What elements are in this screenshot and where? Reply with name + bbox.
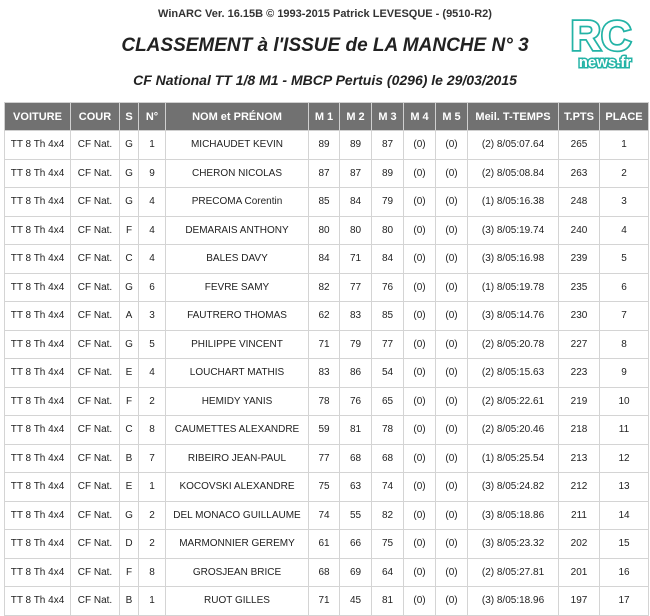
table-cell: 62	[309, 302, 340, 331]
table-cell: (0)	[436, 501, 468, 530]
table-cell: 80	[340, 216, 372, 245]
table-header-row	[5, 103, 649, 131]
table-cell: 65	[372, 387, 404, 416]
table-cell: 82	[309, 273, 340, 302]
table-cell: 77	[372, 330, 404, 359]
table-cell: (1) 8/05:16.38	[468, 188, 559, 217]
table-cell: CF Nat.	[71, 387, 120, 416]
table-cell: 239	[559, 245, 600, 274]
table-cell: (0)	[436, 245, 468, 274]
table-cell: 80	[309, 216, 340, 245]
table-cell: KOCOVSKI ALEXANDRE	[166, 473, 309, 502]
table-cell: 7	[600, 302, 649, 331]
table-cell: TT 8 Th 4x4	[5, 416, 71, 445]
table-cell: (0)	[436, 473, 468, 502]
table-cell: 81	[372, 587, 404, 616]
table-cell: (3) 8/05:19.74	[468, 216, 559, 245]
table-row	[5, 587, 649, 616]
column-header: S	[120, 103, 139, 131]
table-cell: 77	[309, 444, 340, 473]
table-cell: TT 8 Th 4x4	[5, 302, 71, 331]
table-cell: 75	[309, 473, 340, 502]
table-cell: TT 8 Th 4x4	[5, 387, 71, 416]
table-cell: (0)	[404, 387, 436, 416]
table-cell: MICHAUDET KEVIN	[166, 131, 309, 160]
table-cell: 211	[559, 501, 600, 530]
table-cell: (0)	[436, 530, 468, 559]
table-cell: TT 8 Th 4x4	[5, 188, 71, 217]
table-cell: TT 8 Th 4x4	[5, 530, 71, 559]
table-cell: CF Nat.	[71, 188, 120, 217]
table-cell: 223	[559, 359, 600, 388]
table-cell: 4	[600, 216, 649, 245]
table-row	[5, 501, 649, 530]
table-cell: RUOT GILLES	[166, 587, 309, 616]
table-cell: (0)	[404, 131, 436, 160]
table-cell: (0)	[436, 188, 468, 217]
table-cell: (0)	[404, 359, 436, 388]
table-cell: 45	[340, 587, 372, 616]
table-cell: (2) 8/05:08.84	[468, 159, 559, 188]
table-cell: (0)	[404, 188, 436, 217]
column-header: PLACE	[600, 103, 649, 131]
table-cell: B	[120, 444, 139, 473]
table-cell: G	[120, 159, 139, 188]
table-cell: 15	[600, 530, 649, 559]
table-cell: 2	[600, 159, 649, 188]
table-cell: DEL MONACO GUILLAUME	[166, 501, 309, 530]
table-cell: TT 8 Th 4x4	[5, 359, 71, 388]
table-cell: TT 8 Th 4x4	[5, 273, 71, 302]
table-cell: (0)	[436, 359, 468, 388]
table-cell: 89	[309, 131, 340, 160]
table-cell: 10	[600, 387, 649, 416]
table-cell: 4	[139, 216, 166, 245]
table-cell: 76	[372, 273, 404, 302]
table-cell: (0)	[404, 558, 436, 587]
table-cell: 63	[340, 473, 372, 502]
table-cell: G	[120, 273, 139, 302]
table-cell: CF Nat.	[71, 530, 120, 559]
table-cell: 85	[372, 302, 404, 331]
table-cell: 6	[139, 273, 166, 302]
table-cell: (3) 8/05:16.98	[468, 245, 559, 274]
table-cell: CF Nat.	[71, 558, 120, 587]
table-cell: CF Nat.	[71, 302, 120, 331]
logo-rc-text: RC	[570, 12, 632, 59]
table-row	[5, 273, 649, 302]
table-cell: CF Nat.	[71, 330, 120, 359]
table-cell: 202	[559, 530, 600, 559]
table-cell: 84	[340, 188, 372, 217]
table-cell: TT 8 Th 4x4	[5, 444, 71, 473]
table-cell: 78	[372, 416, 404, 445]
table-cell: 87	[340, 159, 372, 188]
table-cell: (1) 8/05:25.54	[468, 444, 559, 473]
table-cell: 9	[600, 359, 649, 388]
column-header: M 3	[372, 103, 404, 131]
table-cell: 87	[372, 131, 404, 160]
table-cell: CF Nat.	[71, 416, 120, 445]
table-cell: (2) 8/05:07.64	[468, 131, 559, 160]
table-cell: 78	[309, 387, 340, 416]
table-cell: (0)	[436, 330, 468, 359]
table-cell: (0)	[436, 387, 468, 416]
table-cell: TT 8 Th 4x4	[5, 330, 71, 359]
table-cell: 74	[309, 501, 340, 530]
table-cell: 69	[340, 558, 372, 587]
table-cell: 71	[309, 330, 340, 359]
table-row	[5, 302, 649, 331]
table-cell: TT 8 Th 4x4	[5, 216, 71, 245]
table-cell: 3	[139, 302, 166, 331]
table-cell: MARMONNIER GEREMY	[166, 530, 309, 559]
table-cell: (3) 8/05:18.86	[468, 501, 559, 530]
table-cell: PRECOMA Corentin	[166, 188, 309, 217]
table-row	[5, 416, 649, 445]
rcnews-logo	[561, 12, 641, 72]
table-cell: 84	[309, 245, 340, 274]
table-cell: F	[120, 216, 139, 245]
table-cell: A	[120, 302, 139, 331]
software-credit: WinARC Ver. 16.15B © 1993-2015 Patrick LEVESQUE - (9510-R2)	[158, 8, 492, 20]
table-row	[5, 245, 649, 274]
table-cell: (0)	[404, 530, 436, 559]
table-cell: 54	[372, 359, 404, 388]
table-cell: 87	[309, 159, 340, 188]
table-cell: (3) 8/05:14.76	[468, 302, 559, 331]
table-cell: 6	[600, 273, 649, 302]
table-cell: 83	[309, 359, 340, 388]
table-cell: DEMARAIS ANTHONY	[166, 216, 309, 245]
table-cell: 213	[559, 444, 600, 473]
table-cell: (0)	[436, 587, 468, 616]
table-cell: 17	[600, 587, 649, 616]
table-cell: (3) 8/05:23.32	[468, 530, 559, 559]
table-cell: 265	[559, 131, 600, 160]
table-cell: 64	[372, 558, 404, 587]
table-cell: CF Nat.	[71, 216, 120, 245]
table-cell: TT 8 Th 4x4	[5, 131, 71, 160]
table-cell: F	[120, 387, 139, 416]
table-cell: B	[120, 587, 139, 616]
table-cell: 248	[559, 188, 600, 217]
table-cell: F	[120, 558, 139, 587]
table-cell: (2) 8/05:15.63	[468, 359, 559, 388]
table-cell: GROSJEAN BRICE	[166, 558, 309, 587]
table-cell: TT 8 Th 4x4	[5, 245, 71, 274]
table-cell: FEVRE SAMY	[166, 273, 309, 302]
table-cell: 197	[559, 587, 600, 616]
table-cell: 61	[309, 530, 340, 559]
column-header: NOM et PRÉNOM	[166, 103, 309, 131]
table-cell: 201	[559, 558, 600, 587]
table-cell: (2) 8/05:27.81	[468, 558, 559, 587]
table-cell: CF Nat.	[71, 245, 120, 274]
table-cell: 4	[139, 359, 166, 388]
table-cell: LOUCHART MATHIS	[166, 359, 309, 388]
table-cell: 79	[340, 330, 372, 359]
table-cell: CF Nat.	[71, 501, 120, 530]
table-cell: G	[120, 131, 139, 160]
table-cell: 263	[559, 159, 600, 188]
table-cell: 5	[139, 330, 166, 359]
table-cell: (0)	[436, 444, 468, 473]
table-cell: (0)	[436, 131, 468, 160]
table-cell: 230	[559, 302, 600, 331]
table-cell: 81	[340, 416, 372, 445]
table-cell: G	[120, 501, 139, 530]
table-cell: TT 8 Th 4x4	[5, 558, 71, 587]
table-cell: 1	[139, 131, 166, 160]
table-cell: 71	[309, 587, 340, 616]
column-header: M 5	[436, 103, 468, 131]
table-row	[5, 359, 649, 388]
table-cell: FAUTRERO THOMAS	[166, 302, 309, 331]
table-cell: 76	[340, 387, 372, 416]
table-cell: CF Nat.	[71, 473, 120, 502]
table-cell: (0)	[404, 501, 436, 530]
table-cell: 89	[372, 159, 404, 188]
table-cell: (0)	[404, 302, 436, 331]
table-cell: (0)	[404, 330, 436, 359]
table-cell: (0)	[404, 444, 436, 473]
table-cell: 82	[372, 501, 404, 530]
table-cell: 4	[139, 245, 166, 274]
table-cell: (2) 8/05:20.46	[468, 416, 559, 445]
table-cell: E	[120, 473, 139, 502]
table-cell: TT 8 Th 4x4	[5, 501, 71, 530]
table-cell: 68	[372, 444, 404, 473]
logo-news-text: news.fr	[578, 54, 632, 71]
table-cell: G	[120, 330, 139, 359]
table-cell: D	[120, 530, 139, 559]
table-cell: 86	[340, 359, 372, 388]
table-cell: (0)	[404, 473, 436, 502]
table-cell: TT 8 Th 4x4	[5, 587, 71, 616]
table-cell: 2	[139, 387, 166, 416]
table-cell: G	[120, 188, 139, 217]
table-cell: (0)	[436, 216, 468, 245]
table-cell: 218	[559, 416, 600, 445]
table-cell: CF Nat.	[71, 444, 120, 473]
table-cell: CAUMETTES ALEXANDRE	[166, 416, 309, 445]
table-cell: (0)	[404, 416, 436, 445]
table-cell: 12	[600, 444, 649, 473]
table-cell: 59	[309, 416, 340, 445]
table-cell: 80	[372, 216, 404, 245]
column-header: M 2	[340, 103, 372, 131]
table-cell: (0)	[404, 245, 436, 274]
table-cell: 235	[559, 273, 600, 302]
table-cell: CF Nat.	[71, 587, 120, 616]
table-cell: CF Nat.	[71, 159, 120, 188]
table-cell: (0)	[404, 159, 436, 188]
table-row	[5, 131, 649, 160]
table-cell: PHILIPPE VINCENT	[166, 330, 309, 359]
table-cell: (0)	[436, 273, 468, 302]
table-cell: E	[120, 359, 139, 388]
table-cell: CF Nat.	[71, 131, 120, 160]
table-row	[5, 387, 649, 416]
table-row	[5, 216, 649, 245]
table-cell: HEMIDY YANIS	[166, 387, 309, 416]
table-cell: TT 8 Th 4x4	[5, 473, 71, 502]
table-cell: 85	[309, 188, 340, 217]
table-cell: 13	[600, 473, 649, 502]
table-cell: 68	[309, 558, 340, 587]
table-cell: 55	[340, 501, 372, 530]
page-title: CLASSEMENT à l'ISSUE de LA MANCHE N° 3	[121, 35, 529, 56]
column-header: M 1	[309, 103, 340, 131]
table-row	[5, 444, 649, 473]
results-table	[4, 102, 649, 616]
table-cell: 75	[372, 530, 404, 559]
table-cell: (0)	[436, 416, 468, 445]
table-cell: 1	[600, 131, 649, 160]
table-cell: 2	[139, 501, 166, 530]
table-cell: 77	[340, 273, 372, 302]
table-cell: 89	[340, 131, 372, 160]
table-cell: CF Nat.	[71, 273, 120, 302]
column-header: VOITURE	[5, 103, 71, 131]
table-cell: 79	[372, 188, 404, 217]
table-cell: BALES DAVY	[166, 245, 309, 274]
table-cell: 9	[139, 159, 166, 188]
table-cell: (0)	[436, 159, 468, 188]
table-cell: (3) 8/05:18.96	[468, 587, 559, 616]
table-cell: C	[120, 416, 139, 445]
table-cell: 1	[139, 587, 166, 616]
table-cell: 5	[600, 245, 649, 274]
table-cell: (1) 8/05:19.78	[468, 273, 559, 302]
column-header: N°	[139, 103, 166, 131]
table-cell: 71	[340, 245, 372, 274]
table-cell: 84	[372, 245, 404, 274]
table-cell: 68	[340, 444, 372, 473]
table-cell: (0)	[436, 558, 468, 587]
table-cell: 227	[559, 330, 600, 359]
table-cell: 83	[340, 302, 372, 331]
table-row	[5, 473, 649, 502]
table-cell: (2) 8/05:22.61	[468, 387, 559, 416]
table-cell: (0)	[404, 587, 436, 616]
table-row	[5, 530, 649, 559]
table-cell: TT 8 Th 4x4	[5, 159, 71, 188]
table-cell: 2	[139, 530, 166, 559]
table-cell: 219	[559, 387, 600, 416]
table-cell: CHERON NICOLAS	[166, 159, 309, 188]
table-cell: CF Nat.	[71, 359, 120, 388]
table-row	[5, 159, 649, 188]
event-subtitle: CF National TT 1/8 M1 - MBCP Pertuis (0296) le 29/03/2015	[133, 72, 517, 88]
table-cell: RIBEIRO JEAN-PAUL	[166, 444, 309, 473]
table-cell: 212	[559, 473, 600, 502]
column-header: COUR	[71, 103, 120, 131]
table-cell: 14	[600, 501, 649, 530]
table-cell: 66	[340, 530, 372, 559]
column-header: T.PTS	[559, 103, 600, 131]
table-cell: 8	[139, 558, 166, 587]
table-cell: (3) 8/05:24.82	[468, 473, 559, 502]
table-cell: 3	[600, 188, 649, 217]
table-cell: (2) 8/05:20.78	[468, 330, 559, 359]
table-cell: 7	[139, 444, 166, 473]
table-cell: 4	[139, 188, 166, 217]
column-header: Meil. T-TEMPS	[468, 103, 559, 131]
table-cell: (0)	[404, 273, 436, 302]
table-row	[5, 188, 649, 217]
column-header: M 4	[404, 103, 436, 131]
table-cell: 1	[139, 473, 166, 502]
table-row	[5, 330, 649, 359]
table-row	[5, 558, 649, 587]
table-cell: 8	[600, 330, 649, 359]
table-cell: (0)	[436, 302, 468, 331]
table-cell: 16	[600, 558, 649, 587]
table-cell: 74	[372, 473, 404, 502]
table-cell: 240	[559, 216, 600, 245]
table-cell: C	[120, 245, 139, 274]
table-cell: 8	[139, 416, 166, 445]
table-cell: 11	[600, 416, 649, 445]
table-cell: (0)	[404, 216, 436, 245]
